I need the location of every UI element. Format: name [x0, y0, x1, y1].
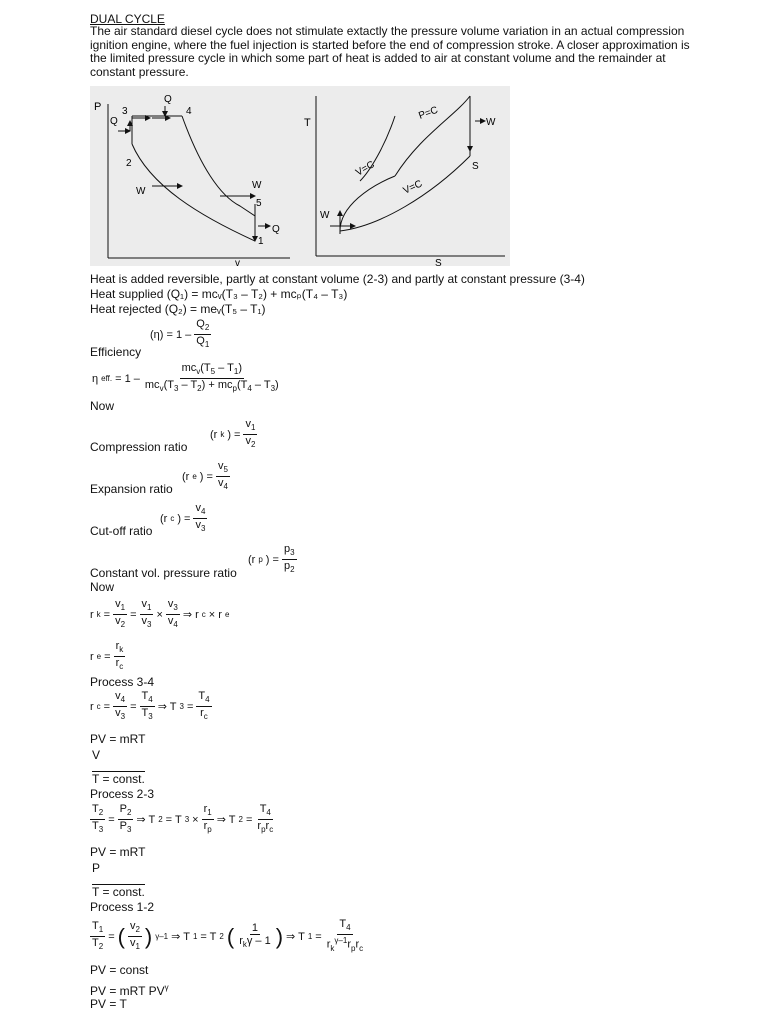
label-const-vol-ratio: Constant vol. pressure ratio: [90, 566, 237, 580]
svg-text:W: W: [136, 186, 146, 197]
line-t-const-1: T = const.: [92, 772, 145, 786]
line-p: P: [92, 861, 101, 875]
svg-text:v: v: [235, 258, 240, 266]
doc-title: DUAL CYCLE: [90, 12, 165, 26]
eq-eta: (η) = 1 – $\frac{Q_2}{Q_1}$: [150, 318, 210, 350]
line-pv-gamma: PV = const: [90, 963, 149, 977]
line-pv-t: PV = T: [90, 997, 127, 1011]
label-process-34: Process 3-4: [90, 675, 155, 689]
line-pv-mrt-gamma: PV = mRT $PV^\gamma$: [90, 983, 169, 998]
line-pv-mrt-1: PV = mRT: [90, 732, 146, 746]
svg-text:S: S: [435, 258, 442, 266]
svg-text:W: W: [486, 117, 496, 128]
pv-diagram: [90, 86, 300, 266]
svg-text:P=C: P=C: [417, 104, 440, 122]
svg-text:Q: Q: [272, 224, 280, 235]
eq-process-12: $\frac{T_1}{T_2}$ = ( $\frac{v_2}{v_1}$ ) γ–1 ⇒ T 1 = T 2 ( $\frac{1}{r_k\gamma - 1}$ ) ⇒ T 1 = $\frac{T_4}{r_k^{\gamma-1}r_pr_c}$: [92, 918, 364, 954]
ts-diagram: [300, 86, 510, 266]
svg-text:V=C: V=C: [354, 159, 377, 179]
label-process-23: Process 2-3: [90, 787, 155, 801]
line-heat-supplied: Heat supplied (Q₁) = mcᵥ(T₃ – T₂) + mcₚ(T₄ – T₃): [90, 287, 348, 301]
eq-rk: (r k ) = $\frac{v_1}{v_2}$: [210, 418, 256, 450]
line-heat-added: Heat is added reversible, partly at constant volume (2-3) and partly at constant pressure (3-4): [90, 272, 585, 286]
label-expansion-ratio: Expansion ratio: [90, 482, 173, 496]
svg-text:2: 2: [126, 158, 132, 169]
label-efficiency: Efficiency: [90, 345, 142, 359]
label-process-12: Process 1-2: [90, 900, 155, 914]
eq-rk-chain: r k = $\frac{v_1}{v_2}$ = $\frac{v_1}{v_3}$ × $\frac{v_3}{v_4}$ ⇒ r c × r e: [90, 598, 230, 630]
label-now-2: Now: [90, 580, 115, 594]
svg-text:Q: Q: [164, 94, 172, 105]
svg-text:5: 5: [256, 198, 262, 209]
label-compression-ratio: Compression ratio: [90, 440, 188, 454]
eq-re: (r e ) = $\frac{v_5}{v_4}$: [182, 460, 228, 492]
svg-text:4: 4: [186, 106, 192, 117]
eq-process-23: $\frac{T_2}{T_3}$ = $\frac{P_2}{P_3}$ ⇒ T 2 = T 3 × $\frac{r_1}{r_p}$ ⇒ T 2 = $\frac{T_4}{r_pr_c}$: [92, 803, 274, 835]
eq-rp: (r p ) = $\frac{p_3}{p_2}$: [248, 543, 295, 575]
svg-text:V=C: V=C: [401, 178, 425, 197]
svg-text:3: 3: [122, 106, 128, 117]
eq-re-frac: r e = $\frac{r_k}{r_c}$: [90, 640, 124, 672]
svg-text:W: W: [252, 180, 262, 191]
svg-text:Q: Q: [110, 116, 118, 127]
svg-text:1: 1: [258, 236, 264, 247]
line-v: V: [92, 748, 101, 762]
svg-text:S: S: [472, 161, 479, 172]
eq-process-34: r c = $\frac{v_4}{v_3}$ = $\frac{T_4}{T_3}$ ⇒ T 3 = $\frac{T_4}{r_c}$: [90, 690, 210, 722]
line-pv-mrt-2: PV = mRT: [90, 845, 146, 859]
line-t-const-2: T = const.: [92, 885, 145, 899]
intro-paragraph: The air standard diesel cycle does not stimulate extactly the pressure volume variation in an actual compression ignition engine, where the fuel injection is started before the end of compression stroke. A closer approximation is the limited pressure cycle in which some part of heat is added to air at constant volume and the remainder at constant pressure.: [90, 24, 690, 79]
svg-text:W: W: [320, 210, 330, 221]
label-now-1: Now: [90, 399, 115, 413]
line-heat-rejected: Heat rejected (Q₂) = meᵥ(T₅ – T₁): [90, 302, 266, 316]
eq-rc: (r c ) = $\frac{v_4}{v_3}$: [160, 502, 206, 534]
svg-text:T: T: [304, 117, 311, 129]
label-cutoff-ratio: Cut-off ratio: [90, 524, 153, 538]
eq-eta-eff: η eff. = 1 – $\frac{mc_v(T_5 - T_1)}{mc_v(T_3 - T_2) + mc_p(T_4 - T_3)}$: [92, 362, 279, 394]
svg-text:P: P: [94, 101, 102, 113]
